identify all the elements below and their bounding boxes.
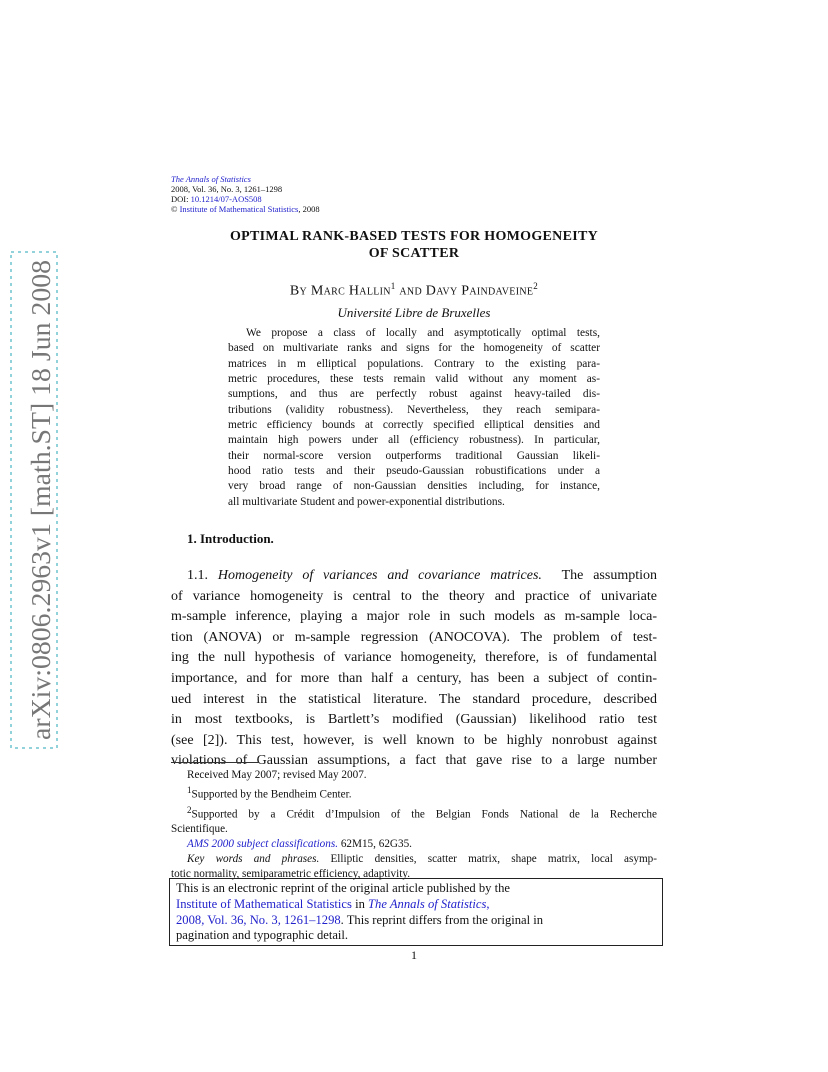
abstract-line: maintain high powers under all (efficiency robustness). In particular, [228, 434, 600, 447]
copyright-org-link[interactable]: Institute of Mathematical Statistics [179, 204, 299, 214]
reprint-line [176, 913, 656, 929]
ims-link[interactable]: Institute of Mathematical Statistics [176, 896, 352, 911]
subsection-number: 1.1. [187, 568, 218, 583]
abstract-line: We propose a class of locally and asymptotically optimal tests, [246, 327, 600, 339]
footnote-2 [171, 803, 657, 823]
footnotes [171, 768, 657, 882]
body-line: ing the null hypothesis of variance homogeneity, therefore, is of fundamental [171, 650, 657, 666]
author-1-footnote-mark[interactable]: 1 [390, 281, 396, 291]
reprint-in: in [351, 896, 369, 911]
abstract-line: based on multivariate ranks and signs for the homogeneity of scatter [228, 342, 600, 355]
abstract-line: sumptions, and thus are perfectly robust against heavy-tailed dis- [228, 388, 600, 401]
copyright-year: , 2008 [298, 204, 320, 214]
affiliation: Université Libre de Bruxelles [337, 305, 491, 320]
abstract-line: very broad range of non-Gaussian densities including, for instance, [228, 480, 600, 493]
author-2-footnote-mark[interactable]: 2 [533, 281, 539, 291]
keywords-cont: totic normality, semiparametric efficiency, adaptivity. [171, 867, 410, 880]
and-label: and [395, 283, 426, 299]
body-line: (see [2]). This test, however, is well known to be highly nonrobust against [171, 732, 657, 748]
abstract-line: matrices in m elliptical populations. Contrary to the existing para- [228, 357, 600, 370]
ams-classification [171, 837, 657, 852]
section-heading: 1. Introduction. [187, 531, 274, 546]
citation-link[interactable]: 2008, Vol. 36, No. 3, 1261–1298 [176, 912, 341, 927]
paper-title [171, 228, 657, 262]
journal-link[interactable]: The Annals of Statistics [368, 896, 487, 911]
body-line: m-sample inference, playing a major role in such models as m-sample loca- [171, 609, 657, 625]
arxiv-stamp-text: arXiv:0806.2963v1 [math.ST] 18 Jun 2008 [26, 273, 56, 740]
abstract-line: tributions (validity robustness). Nevertheless, they reach semipara- [228, 403, 600, 416]
copyright-symbol: © [171, 204, 178, 214]
title-line: OF SCATTER [368, 246, 460, 261]
footnote-2-cont: Scientifique. [171, 823, 228, 836]
ams-codes: 62M15, 62G35. [338, 838, 412, 851]
footnote-1-text: Supported by the Bendheim Center. [191, 788, 352, 801]
abstract-line: metric procedures, these tests remain valid without any moment as- [228, 373, 600, 386]
body-line [171, 566, 657, 587]
keywords-text: Elliptic densities, scatter matrix, shape matrix, local asymp- [319, 853, 657, 865]
abstract-line: their normal-score version outperforms traditional Gaussian likeli- [228, 449, 600, 462]
footnote-2-text: Supported by a Crédit d’Impulsion of the Belgian Fonds National de la Recherche [191, 808, 657, 821]
reprint-text: . This reprint differs from the original in [340, 912, 544, 927]
abstract-line: hood ratio tests and their pseudo-Gaussian robustifications under a [228, 465, 600, 478]
footnote-1-mark: 1 [187, 784, 192, 795]
body-text [171, 566, 657, 772]
author-2: Davy Paindaveine [425, 283, 534, 299]
footnote-rule [171, 762, 259, 763]
reprint-comma: , [486, 896, 490, 911]
arxiv-stamp[interactable] [8, 250, 60, 750]
doi-link[interactable]: 10.1214/07-AOS508 [190, 194, 262, 204]
subsection-title: Homogeneity of variances and covariance matrices. [217, 568, 542, 583]
body-line: of variance homogeneity is central to the theory and practice of univariate [171, 588, 657, 604]
journal-name[interactable]: The Annals of Statistics [171, 174, 251, 184]
reprint-line: pagination and typographic detail. [176, 928, 349, 943]
body-line: importance, and for more than half a century, has been a subject of contin- [171, 670, 657, 686]
by-label: By [289, 283, 311, 299]
doi-label: DOI: [171, 194, 191, 204]
reprint-notice [169, 878, 663, 946]
reprint-line: This is an electronic reprint of the original article published by the [176, 881, 510, 895]
footnote-1 [171, 783, 657, 803]
body-line: tion (ANOVA) or m-sample regression (ANOCOVA). The problem of test- [171, 629, 657, 645]
ams-link[interactable]: AMS 2000 subject classifications. [187, 838, 339, 851]
body-line: violations of Gaussian assumptions, a fact that gave rise to a large number [171, 753, 657, 769]
keywords-label: Key words and phrases. [187, 853, 320, 865]
title-line: OPTIMAL RANK-BASED TESTS FOR HOMOGENEITY [229, 229, 599, 244]
journal-doi [171, 194, 262, 204]
body-line: in most textbooks, is Bartlett’s modified (Gaussian) likelihood ratio test [171, 712, 657, 728]
body-line: ued interest in the statistical literature. The standard procedure, described [171, 691, 657, 707]
keywords [171, 852, 657, 867]
page-number: 1 [411, 948, 417, 962]
author-1: Marc Hallin [310, 283, 391, 299]
journal-volume: 2008, Vol. 36, No. 3, 1261–1298 [171, 184, 283, 194]
reprint-line [176, 897, 656, 913]
abstract [228, 326, 600, 510]
abstract-line: metric efficiency bounds at correctly specified elliptical densities and [228, 419, 600, 432]
authors [171, 278, 657, 300]
abstract-line: all multivariate Student and power-exponential distributions. [228, 495, 505, 508]
footnote-2-mark: 2 [187, 804, 192, 815]
body-line-text: The assumption [561, 568, 657, 583]
received-note: Received May 2007; revised May 2007. [187, 769, 367, 781]
journal-copyright [171, 204, 320, 214]
